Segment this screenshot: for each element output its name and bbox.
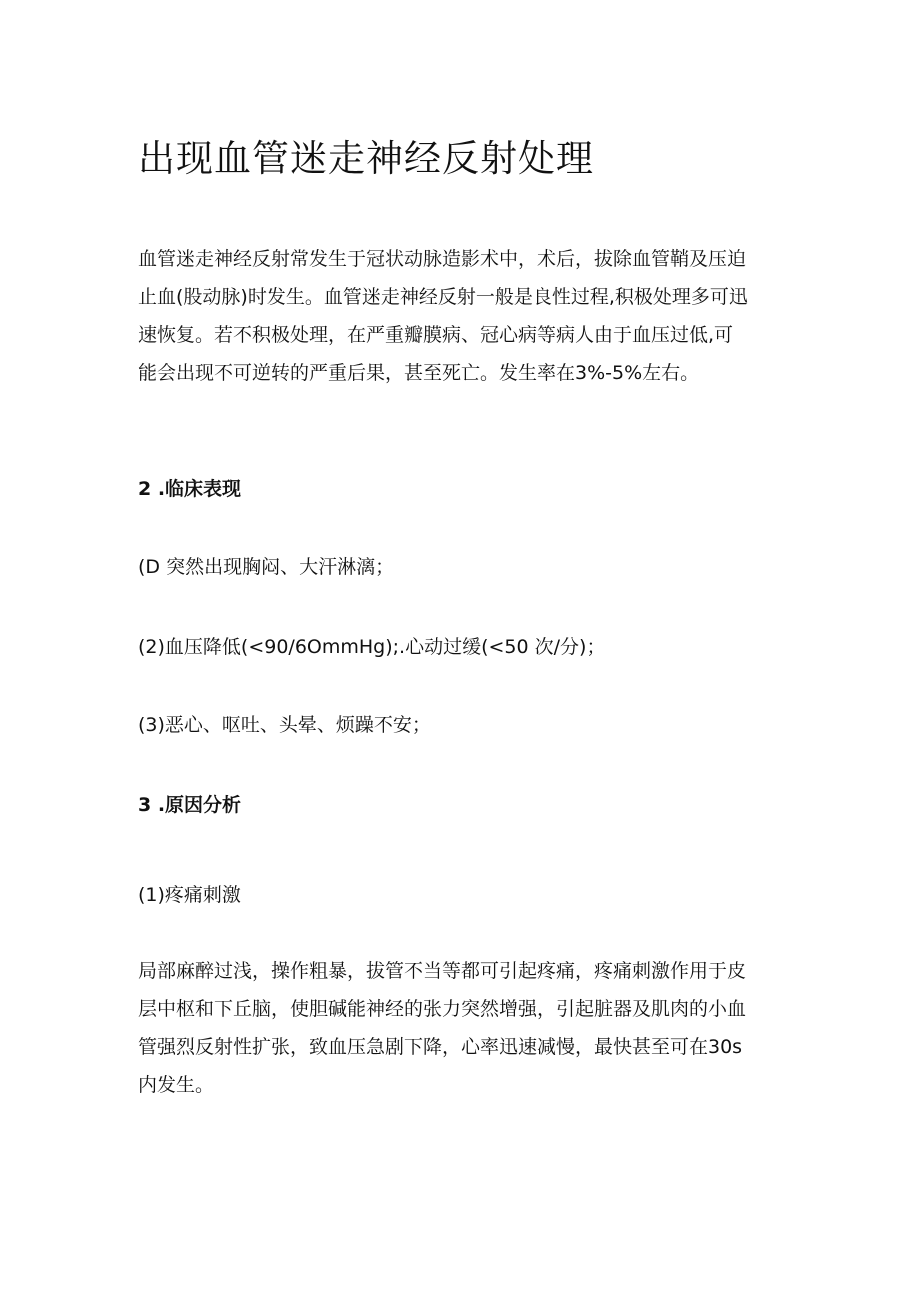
symptom-item-1: (D 突然出现胸闷、大汗淋漓； <box>138 556 395 578</box>
symptom-item-3: (3)恶心、呕吐、头晕、烦躁不安； <box>138 714 431 736</box>
cause-line: 局部麻醉过浅，操作粗暴，拔管不当等都可引起疼痛，疼痛刺激作用于皮 <box>138 960 747 982</box>
cause-line: 管强烈反射性扩张，致血压急剧下降，心率迅速减慢，最快甚至可在30s <box>138 1036 743 1058</box>
intro-paragraph <box>138 240 788 392</box>
section-3-heading: 3 .原因分析 <box>138 794 242 816</box>
cause-line: 内发生。 <box>138 1074 215 1096</box>
cause-line: 层中枢和下丘脑，使胆碱能神经的张力突然增强，引起脏器及肌肉的小血 <box>138 998 747 1020</box>
intro-line: 速恢复。若不积极处理，在严重瓣膜病、冠心病等病人由于血压过低,可 <box>138 324 734 346</box>
symptom-item-2: (2)血压降低(<90/6OmmHg);.心动过缓(<50 次/分)； <box>138 636 606 658</box>
section-2-heading: 2 .临床表现 <box>138 478 242 500</box>
page-title: 出现血管迷走神经反射处理 <box>138 137 594 180</box>
cause-paragraph <box>138 952 788 1104</box>
intro-line: 血管迷走神经反射常发生于冠状动脉造影术中，术后，拔除血管鞘及压迫 <box>138 248 747 270</box>
cause-subheading: (1)疼痛刺激 <box>138 884 241 906</box>
intro-line: 止血(股动脉)时发生。血管迷走神经反射一般是良性过程,积极处理多可迅 <box>138 286 748 308</box>
intro-line: 能会出现不可逆转的严重后果，甚至死亡。发生率在3%-5%左右。 <box>138 362 700 384</box>
